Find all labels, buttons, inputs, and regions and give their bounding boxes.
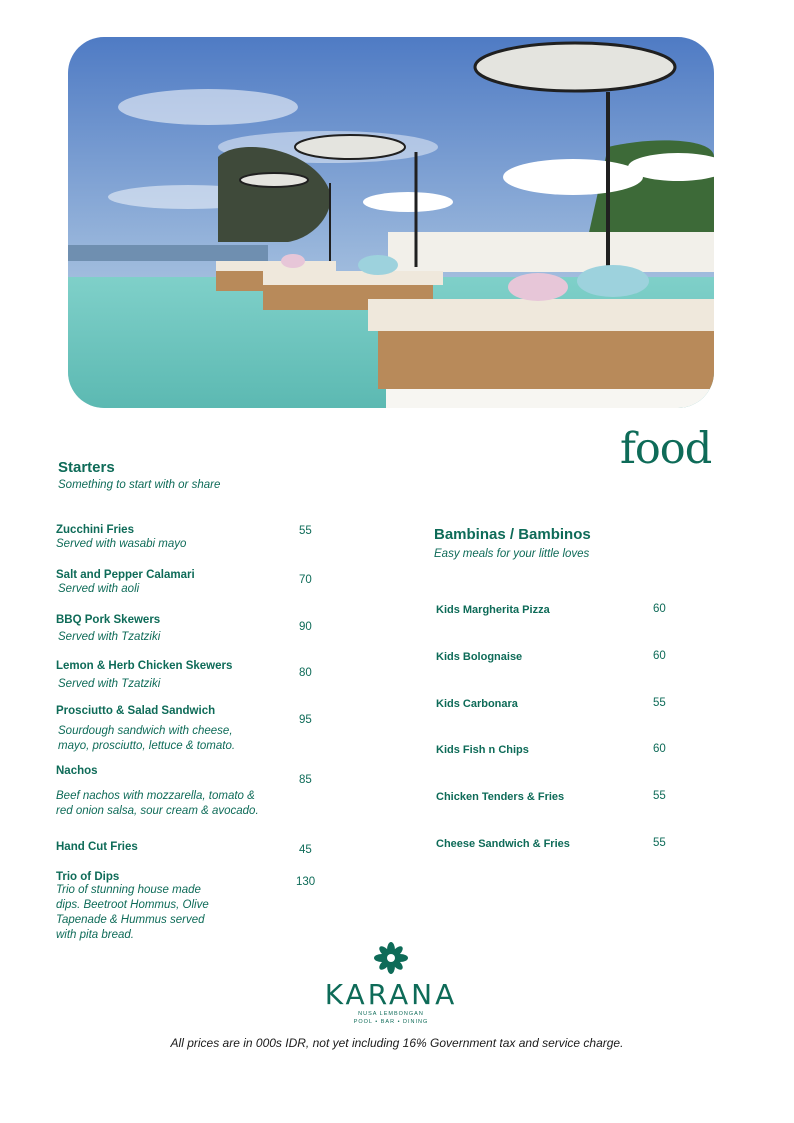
karana-logo: [318, 942, 464, 1026]
item-description: red onion salsa, sour cream & avocado.: [56, 805, 259, 817]
item-price: 45: [299, 844, 312, 856]
logo-wordmark: KARANA: [324, 978, 458, 1011]
item-description: Sourdough sandwich with cheese,: [58, 725, 233, 737]
item-price: 85: [299, 774, 312, 786]
item-name: Zucchini Fries: [56, 524, 134, 536]
page-title: food: [620, 424, 712, 474]
item-description: Beef nachos with mozzarella, tomato &: [56, 790, 255, 802]
kids-item-name: Kids Fish n Chips: [436, 744, 529, 756]
item-description: Served with aoli: [58, 583, 140, 595]
menu-item: [56, 841, 138, 853]
logo-location: NUSA LEMBONGAN: [358, 1011, 424, 1017]
menu-item: [56, 705, 235, 754]
menu-item: [56, 569, 195, 597]
starters-heading: Starters: [58, 459, 115, 476]
kids-item-price: 55: [653, 790, 666, 802]
item-price: 55: [299, 525, 312, 537]
menu-item: [56, 660, 232, 692]
item-name: Prosciutto & Salad Sandwich: [56, 705, 216, 717]
item-description: Trio of stunning house made: [56, 884, 201, 896]
hero-photo: [68, 37, 714, 408]
kids-item-name: Cheese Sandwich & Fries: [436, 838, 570, 850]
item-name: Nachos: [56, 765, 98, 777]
item-price: 130: [296, 876, 316, 888]
item-description: dips. Beetroot Hommus, Olive: [56, 899, 209, 911]
item-price: 70: [299, 574, 312, 586]
logo-tagline: POOL • BAR • DINING: [353, 1019, 429, 1025]
item-price: 95: [299, 714, 312, 726]
item-description: Served with wasabi mayo: [56, 538, 187, 550]
menu-item: [56, 765, 259, 819]
item-name: BBQ Pork Skewers: [56, 614, 161, 626]
item-price: 80: [299, 667, 312, 679]
price-note: All prices are in 000s IDR, not yet including 16% Government tax and service charge.: [170, 1036, 624, 1050]
item-description: with pita bread.: [56, 929, 134, 941]
kids-subtitle: Easy meals for your little loves: [434, 548, 590, 560]
menu-item: [56, 871, 209, 943]
menu-item: [56, 614, 160, 645]
kids-item-name: Kids Margherita Pizza: [436, 604, 550, 616]
item-name: Trio of Dips: [56, 871, 120, 883]
item-description: mayo, prosciutto, lettuce & tomato.: [58, 740, 236, 752]
item-price: 90: [299, 621, 312, 633]
item-name: Hand Cut Fries: [56, 841, 138, 853]
item-description: Served with Tzatziki: [58, 678, 161, 690]
kids-item-price: 55: [653, 837, 666, 849]
lotus-icon: [374, 942, 408, 974]
menu-item: [56, 524, 186, 552]
item-name: Salt and Pepper Calamari: [56, 569, 195, 581]
kids-item-name: Chicken Tenders & Fries: [436, 791, 565, 803]
starters-subtitle: Something to start with or share: [58, 479, 221, 491]
kids-heading: Bambinas / Bambinos: [434, 526, 591, 543]
item-name: Lemon & Herb Chicken Skewers: [56, 660, 233, 672]
kids-item-name: Kids Carbonara: [436, 698, 518, 710]
kids-item-price: 60: [653, 650, 666, 662]
item-description: Served with Tzatziki: [58, 631, 161, 643]
item-description: Tapenade & Hummus served: [56, 914, 205, 926]
kids-item-name: Kids Bolognaise: [436, 651, 523, 663]
kids-item-price: 55: [653, 697, 666, 709]
kids-item-price: 60: [653, 603, 666, 615]
kids-item-price: 60: [653, 743, 666, 755]
